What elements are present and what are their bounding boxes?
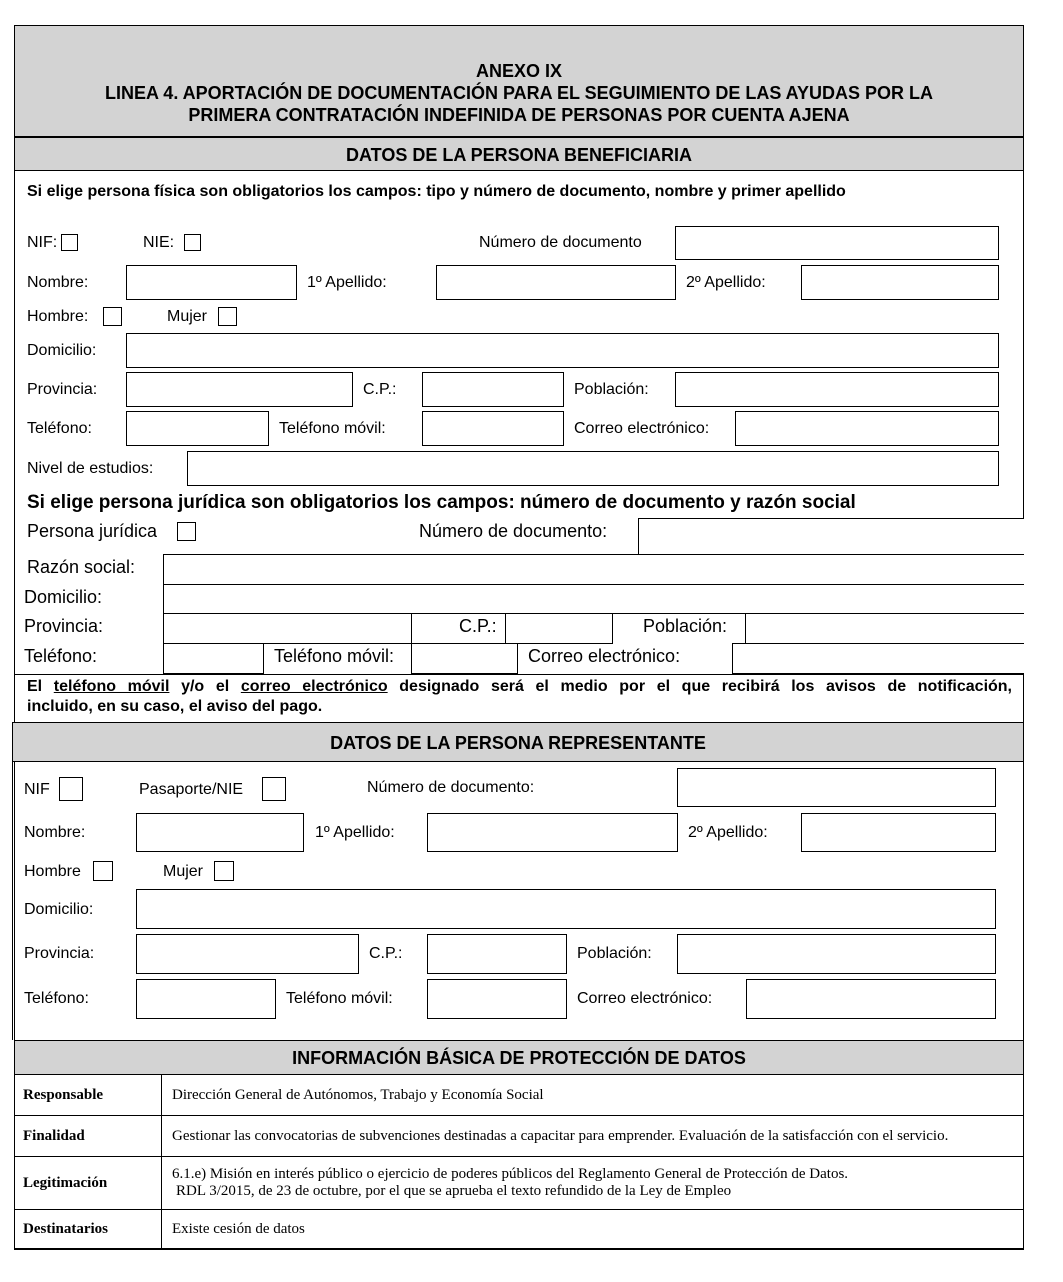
legal-postal-field[interactable] xyxy=(505,613,613,644)
rep-mobile-label: Teléfono móvil: xyxy=(286,990,393,1007)
nif-checkbox[interactable] xyxy=(61,234,78,251)
nie-label: NIE: xyxy=(143,234,175,251)
notice-email-text: correo electrónico xyxy=(240,678,388,695)
rep-postal-field[interactable] xyxy=(427,934,567,974)
table-row xyxy=(15,1157,1024,1210)
rep-passport-checkbox[interactable] xyxy=(262,777,286,801)
legal-province-field[interactable] xyxy=(163,613,412,644)
legal-person-label: Persona jurídica xyxy=(27,521,158,541)
row-key-responsable: Responsable xyxy=(15,1075,162,1116)
rep-nif-checkbox[interactable] xyxy=(59,777,83,801)
surname1-field[interactable] xyxy=(436,265,676,300)
legal-phone-label: Teléfono: xyxy=(24,646,98,666)
rep-name-field[interactable] xyxy=(136,813,304,852)
legal-email-label: Correo electrónico: xyxy=(528,646,681,666)
surname1-label: 1º Apellido: xyxy=(307,274,387,291)
phone-field[interactable] xyxy=(126,411,269,446)
notification-notice: El teléfono móvil y/o el correo electrónico designado será el medio por el que recibirá los avisos de notificación, incluido, en su caso, el aviso del pago. xyxy=(27,678,1013,715)
male-label: Hombre: xyxy=(27,308,89,325)
legal-doc-number-label: Número de documento: xyxy=(419,521,608,541)
legal-town-field[interactable] xyxy=(745,613,1024,644)
phone-label: Teléfono: xyxy=(27,420,92,437)
nif-label: NIF: xyxy=(27,234,58,251)
rep-town-label: Población: xyxy=(577,945,652,962)
surname2-label: 2º Apellido: xyxy=(686,274,766,291)
education-field[interactable] xyxy=(187,451,999,486)
row-value-finalidad: Gestionar las convocatorias de subvenciones destinadas a capacitar para emprender. Evaluación de la satisfacción con el servicio. xyxy=(162,1116,1024,1157)
beneficiary-header: DATOS DE LA PERSONA BENEFICIARIA xyxy=(14,137,1024,171)
female-checkbox[interactable] xyxy=(218,307,237,326)
name-label: Nombre: xyxy=(27,274,89,291)
rep-email-label: Correo electrónico: xyxy=(577,990,713,1007)
row-key-destinatarios: Destinatarios xyxy=(15,1210,162,1250)
education-label: Nivel de estudios: xyxy=(27,460,154,477)
notice-mobile-text: teléfono móvil xyxy=(53,678,170,695)
rep-postal-label: C.P.: xyxy=(369,945,403,962)
notice-top-rule xyxy=(14,674,1024,675)
legal-town-label: Población: xyxy=(643,616,728,636)
rep-surname1-field[interactable] xyxy=(427,813,678,852)
company-name-field[interactable] xyxy=(163,554,1024,585)
legal-province-label: Provincia: xyxy=(24,616,104,636)
table-row xyxy=(15,1116,1024,1157)
row-value-destinatarios: Existe cesión de datos xyxy=(162,1210,1024,1250)
doc-number-field[interactable] xyxy=(675,226,999,260)
rep-female-label: Mujer xyxy=(163,863,204,880)
rep-phone-label: Teléfono: xyxy=(24,990,89,1007)
legal-person-note: Si elige persona jurídica son obligatorios los campos: número de documento y razón social xyxy=(27,492,856,513)
row-value-responsable: Dirección General de Autónomos, Trabajo y Economía Social xyxy=(162,1075,1024,1116)
rep-male-checkbox[interactable] xyxy=(93,861,113,881)
address-field[interactable] xyxy=(126,333,999,368)
nie-checkbox[interactable] xyxy=(184,234,201,251)
rep-address-field[interactable] xyxy=(136,889,996,929)
representative-header: DATOS DE LA PERSONA REPRESENTANTE xyxy=(12,722,1024,762)
legal-person-checkbox[interactable] xyxy=(177,522,196,541)
annex-subtitle-line1: LINEA 4. APORTACIÓN DE DOCUMENTACIÓN PARA EL SEGUIMIENTO DE LAS AYUDAS POR LA xyxy=(104,83,934,103)
rep-province-field[interactable] xyxy=(136,934,359,974)
legal-address-label: Domicilio: xyxy=(24,587,103,607)
annex-subtitle-line2: PRIMERA CONTRATACIÓN INDEFINIDA DE PERSONAS POR CUENTA AJENA xyxy=(188,105,850,125)
data-protection-table xyxy=(14,1074,1024,1250)
legal-postal-label: C.P.: xyxy=(459,616,497,636)
name-field[interactable] xyxy=(126,265,297,300)
female-label: Mujer xyxy=(167,308,208,325)
table-row xyxy=(15,1075,1024,1116)
province-field[interactable] xyxy=(126,372,353,407)
doc-number-label: Número de documento xyxy=(479,234,642,251)
rep-town-field[interactable] xyxy=(677,934,996,974)
company-name-label: Razón social: xyxy=(27,557,136,577)
annex-title: ANEXO IX xyxy=(475,61,563,81)
rep-province-label: Provincia: xyxy=(24,945,95,962)
legal-doc-number-field[interactable] xyxy=(638,518,1024,555)
province-label: Provincia: xyxy=(27,381,98,398)
rep-female-checkbox[interactable] xyxy=(214,861,234,881)
postal-code-field[interactable] xyxy=(422,372,564,407)
rep-doc-number-label: Número de documento: xyxy=(367,779,535,796)
rep-email-field[interactable] xyxy=(746,979,996,1019)
row-value-legitimacion: 6.1.e) Misión en interés público o ejercicio de poderes públicos del Reglamento General de Protección de Datos. RDL 3/2015, de 23 de octubre, por el que se aprueba el texto refundido de la Ley de Empleo xyxy=(162,1157,1024,1210)
row-key-legitimacion: Legitimación xyxy=(15,1157,162,1210)
mobile-label: Teléfono móvil: xyxy=(279,420,386,437)
email-label: Correo electrónico: xyxy=(574,420,710,437)
rep-male-label: Hombre xyxy=(24,863,81,880)
rep-address-label: Domicilio: xyxy=(24,901,94,918)
legal-mobile-field[interactable] xyxy=(411,643,518,674)
rep-surname2-field[interactable] xyxy=(801,813,996,852)
rep-passport-label: Pasaporte/NIE xyxy=(139,781,244,798)
male-checkbox[interactable] xyxy=(103,307,122,326)
rep-phone-field[interactable] xyxy=(136,979,276,1019)
rep-left-rule xyxy=(12,722,13,1040)
data-protection-header: INFORMACIÓN BÁSICA DE PROTECCIÓN DE DATOS xyxy=(14,1040,1024,1075)
legal-email-field[interactable] xyxy=(732,643,1024,674)
rep-mobile-field[interactable] xyxy=(427,979,567,1019)
natural-person-note: Si elige persona física son obligatorios los campos: tipo y número de documento, nombre y primer apellido xyxy=(27,183,846,200)
mobile-field[interactable] xyxy=(422,411,564,446)
legal-phone-field[interactable] xyxy=(163,643,264,674)
notice-line2: incluido, en su caso, el aviso del pago. xyxy=(27,698,323,715)
town-field[interactable] xyxy=(675,372,999,407)
rep-surname1-label: 1º Apellido: xyxy=(315,824,395,841)
email-field[interactable] xyxy=(735,411,999,446)
rep-name-label: Nombre: xyxy=(24,824,86,841)
postal-code-label: C.P.: xyxy=(363,381,397,398)
surname2-field[interactable] xyxy=(801,265,999,300)
rep-nif-label: NIF xyxy=(24,781,50,798)
town-label: Población: xyxy=(574,381,649,398)
row-key-finalidad: Finalidad xyxy=(15,1116,162,1157)
annex-header xyxy=(14,25,1024,137)
table-row xyxy=(15,1210,1024,1250)
rep-surname2-label: 2º Apellido: xyxy=(688,824,768,841)
address-label: Domicilio: xyxy=(27,342,97,359)
rep-doc-number-field[interactable] xyxy=(677,768,996,807)
legal-address-field[interactable] xyxy=(163,584,1024,614)
legal-mobile-label: Teléfono móvil: xyxy=(274,646,395,666)
